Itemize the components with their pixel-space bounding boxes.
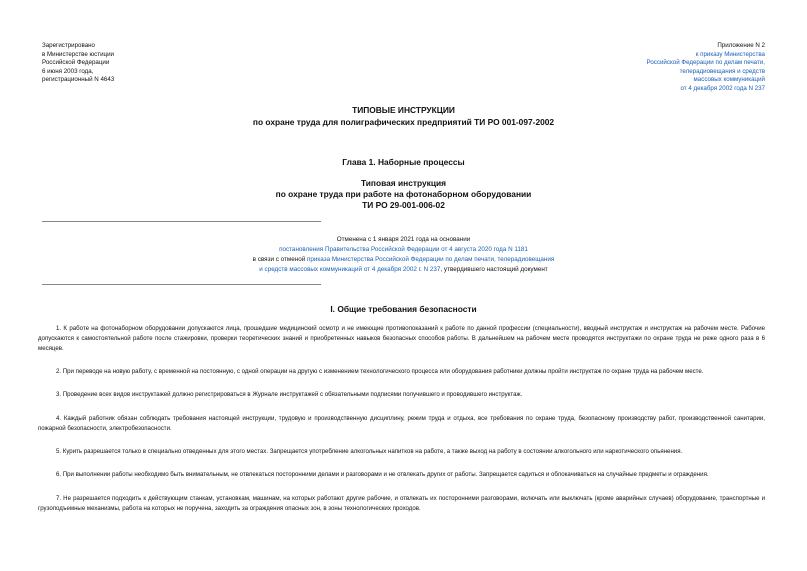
appendix-order-link[interactable]: массовых коммуникаций (693, 76, 765, 84)
chapter-heading: Глава 1. Наборные процессы (342, 157, 465, 167)
appendix-order-link[interactable]: к приказу Министерства (695, 50, 765, 58)
divider-top (42, 221, 321, 222)
appendix-label: Приложение N 2 (717, 42, 765, 49)
registration-line: Зарегистрировано (42, 42, 95, 49)
instruction-heading-line: по охране труда при работе на фотонаборном оборудовании (275, 189, 532, 199)
requirement-paragraph: 6. При выполнении работы необходимо быть внимательным, не отвлекаться посторонними делами и разговорами и не отвлекать других от работы. Запрещается садиться и облокачиваться на случайные предметы и ограждения. (56, 471, 709, 479)
instruction-heading (0, 178, 807, 211)
instruction-heading-line: ТИ РО 29-001-006-02 (362, 200, 445, 210)
appendix-order-link[interactable]: Российской Федерации по делам печати, (646, 59, 765, 67)
document-subtitle-line: по охране труда для полиграфических предприятий ТИ РО 001-097-2002 (252, 117, 555, 127)
cancellation-suffix: , утвердившего настоящий документ (440, 266, 548, 273)
requirement-paragraph: 1. К работе на фотонаборном оборудовании допускаются лица, прошедшие медицинский осмотр и не имеющие противопоказаний к работе по данной профессии (специальности), вводный инструктаж и инструктаж на рабочем месте. Рабочие допускаются к самостоятельной работе после стажировки, проверки теоретических знаний и приобретенных навыков безопасных способов работы. В дальнейшем на рабочем месте проводятся инструктажи по охране труда не реже одного раза в 6 месяцев. (38, 325, 765, 352)
appendix-note (646, 42, 765, 94)
registration-line: 6 июня 2003 года, (42, 67, 94, 75)
registration-note (42, 42, 114, 85)
requirements-list (38, 324, 765, 527)
requirement-paragraph: 2. При переводе на новую работу, с временной на постоянную, с одной операции на другую с изменением технологического процесса или оборудования работники должны пройти инструктаж по охране труда на рабочем месте. (56, 367, 704, 375)
registration-line: регистрационный N 4643 (42, 76, 115, 84)
cancellation-prefix: в связи с отменой (252, 256, 307, 263)
ministry-order-link-continued[interactable]: и средств массовых коммуникаций от 4 декабря 2002 г. N 237 (259, 266, 441, 273)
government-decree-link[interactable]: постановления Правительства Российской Федерации от 4 августа 2020 года N 1181 (279, 246, 528, 253)
requirement-paragraph: 3. Проведение всех видов инструктажей должно регистрироваться в Журнале инструктажей с обязательными подписями получившего и проводившего инструктаж. (56, 391, 523, 399)
section-heading: I. Общие требования безопасности (330, 304, 477, 314)
cancellation-note (0, 235, 807, 275)
instruction-heading-line: Типовая инструкция (360, 178, 447, 188)
ministry-order-link[interactable]: приказа Министерства Российской Федерации по делам печати, телерадиовещания (306, 256, 555, 263)
cancellation-line (0, 255, 807, 265)
registration-line: Российской Федерации (42, 59, 110, 67)
appendix-order-link[interactable]: от 4 декабря 2002 года N 237 (680, 84, 765, 92)
registration-line: в Министерстве юстиции (42, 50, 115, 58)
cancellation-line: Отменена с 1 января 2021 года на основании (336, 236, 471, 243)
cancellation-line (0, 265, 807, 275)
requirement-paragraph: 5. Курить разрешается только в специально отведенных для этого местах. Запрещается употребление алкогольных напитков на работе, а также выход на работу в состоянии алкогольного или наркотического опьянения. (56, 447, 683, 455)
divider-bottom (42, 284, 321, 285)
requirement-paragraph: 4. Каждый работник обязан соблюдать требования настоящей инструкции, трудовую и производственную дисциплину, режим труда и отдыха, все требования по охране труда, безопасному производству работ, производственной санитарии, пожарной безопасности, электробезопасности. (38, 414, 765, 432)
document-title (0, 104, 807, 128)
document-title-line: ТИПОВЫЕ ИНСТРУКЦИИ (352, 105, 455, 115)
requirement-paragraph: 7. Не разрешается подходить к действующим станкам, установкам, машинам, на которых работают другие рабочие, и отвлекать их посторонними разговорами, включать или выключать (кроме аварийных случаев) оборудование, транспортные и грузоподъемные механизмы, работа на которых не поручена, заходить за ограждения опасных зон, в зоны технологических проходов. (38, 494, 765, 512)
appendix-order-link[interactable]: телерадиовещания и средств (679, 67, 765, 75)
